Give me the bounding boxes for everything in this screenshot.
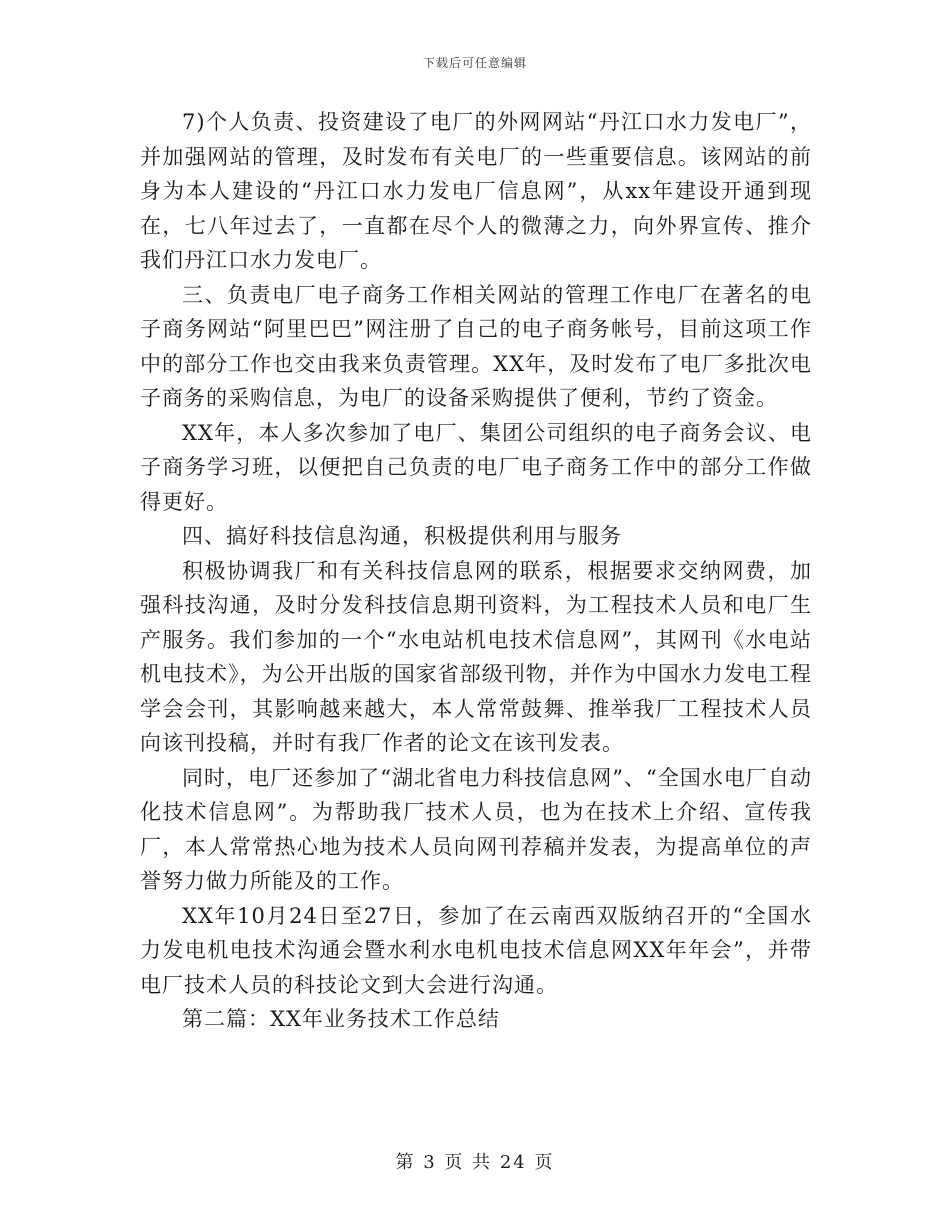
paragraph: XX年，本人多次参加了电厂、集团公司组织的电子商务会议、电子商务学习班，以便把自己负责的电厂电子商务工作中的部分工作做得更好。 [140, 420, 812, 514]
paragraph: 同时，电厂还参加了“湖北省电力科技信息网”、“全国水电厂自动化技术信息网”。为帮助我厂技术人员，也为在技术上介绍、宣传我厂，本人常常热心地为技术人员向网刊荐稿并发表，为提高单位的声誉努力做力所能及的工作。 [140, 765, 812, 893]
section-heading: 四、搞好科技信息沟通，积极提供利用与服务 [182, 524, 622, 548]
chapter-heading: 第二篇：XX年业务技术工作总结 [182, 1007, 500, 1031]
page-header: 下载后可任意编辑 [422, 56, 527, 70]
paragraph: XX年10月24日至27日，参加了在云南西双版纳召开的“全国水力发电机电技术沟通会暨水利水电机电技术信息网XX年年会”，并带电厂技术人员的科技论文到大会进行沟通。 [140, 903, 812, 997]
paragraph: 三、负责电厂电子商务工作相关网站的管理工作电厂在著名的电子商务网站“阿里巴巴”网注册了自己的电子商务帐号，目前这项工作中的部分工作也交由我来负责管理。XX年，及时发布了电厂多批次电子商务的采购信息，为电厂的设备采购提供了便利，节约了资金。 [140, 282, 812, 410]
document-body [140, 105, 812, 1037]
paragraph: 积极协调我厂和有关科技信息网的联系，根据要求交纳网费，加强科技沟通，及时分发科技信息期刊资料，为工程技术人员和电厂生产服务。我们参加的一个“水电站机电技术信息网”，其网刊《水电站机电技术》，为公开出版的国家省部级刊物，并作为中国水力发电工程学会会刊，其影响越来越大，本人常常鼓舞、推举我厂工程技术人员向该刊投稿，并时有我厂作者的论文在该刊发表。 [140, 558, 812, 755]
paragraph: 7)个人负责、投资建设了电厂的外网网站“丹江口水力发电厂”，并加强网站的管理，及时发布有关电厂的一些重要信息。该网站的前身为本人建设的“丹江口水力发电厂信息网”，从xx年建设开通到现在，七八年过去了，一直都在尽个人的微薄之力，向外界宣传、推介我们丹江口水力发电厂。 [140, 110, 812, 272]
page-number: 第 3 页 共 24 页 [395, 1152, 555, 1173]
